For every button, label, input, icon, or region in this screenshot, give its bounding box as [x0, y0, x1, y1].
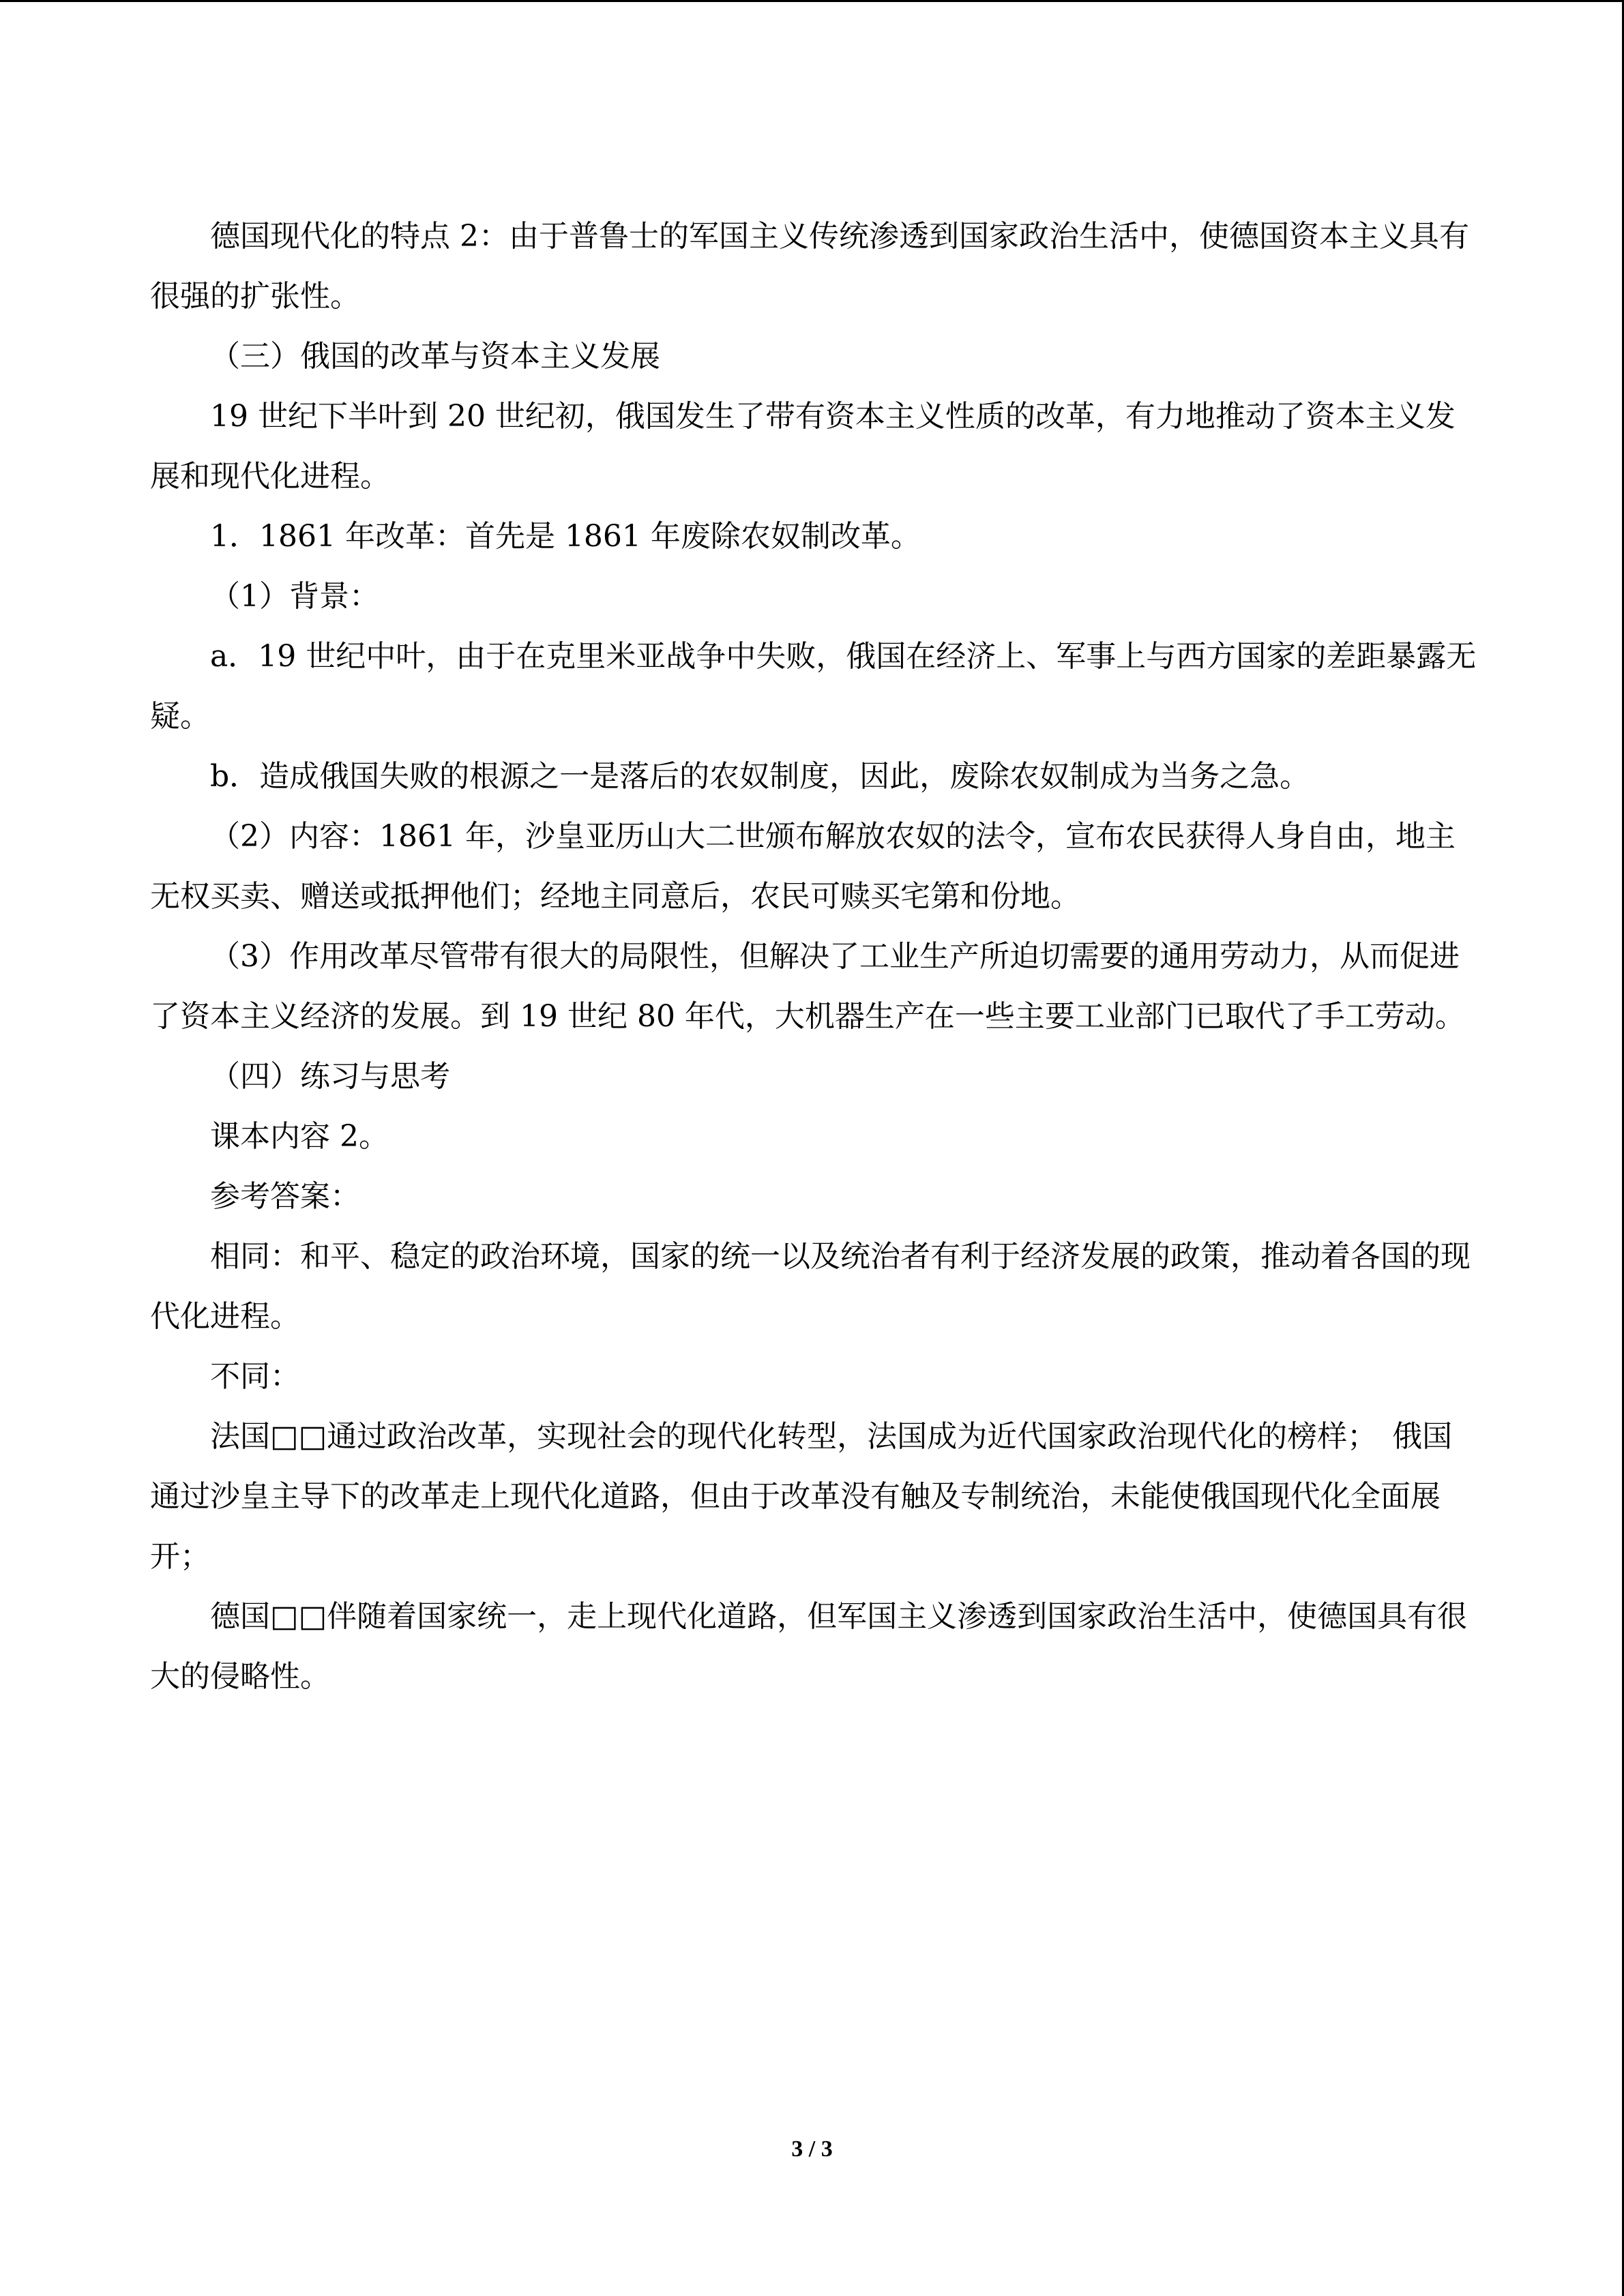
paragraph-germany: 德国□□伴随着国家统一，走上现代化道路，但军国主义渗透到国家政治生活中，使德国具有很大的侵略性。 — [150, 1599, 1468, 1694]
paragraph-reference-answer: 参考答案： — [210, 1179, 360, 1214]
paragraph-similarity: 相同：和平、稳定的政治环境，国家的统一以及统治者有利于经济发展的政策，推动着各国的现代化进程。 — [150, 1239, 1471, 1334]
heading-russia-reform: （三）俄国的改革与资本主义发展 — [210, 339, 660, 374]
paragraph-russia-intro: 19 世纪下半叶到 20 世纪初，俄国发生了带有资本主义性质的改革，有力地推动了资本主义发展和现代化进程。 — [150, 399, 1456, 494]
paragraph-difference-label: 不同： — [210, 1359, 300, 1394]
paragraph-germany-feature-2: 德国现代化的特点 2：由于普鲁士的军国主义传统渗透到国家政治生活中，使德国资本主义具有很强的扩张性。 — [150, 219, 1469, 314]
subheading-background: （1）背景： — [210, 579, 379, 614]
page-number: 3 / 3 — [791, 2136, 833, 2162]
paragraph-content: （2）内容：1861 年，沙皇亚历山大二世颁布解放农奴的法令，宣布农民获得人身自由，地主无权买卖、赠送或抵押他们；经地主同意后，农民可赎买宅第和份地。 — [150, 819, 1456, 914]
paragraph-background-a: a．19 世纪中叶，由于在克里米亚战争中失败，俄国在经济上、军事上与西方国家的差距暴露无疑。 — [150, 639, 1477, 734]
paragraph-textbook: 课本内容 2。 — [210, 1119, 389, 1154]
paragraph-france-russia: 法国□□通过政治改革，实现社会的现代化转型，法国成为近代国家政治现代化的榜样； 俄国通过沙皇主导下的改革走上现代化道路，但由于改革没有触及专制统治，未能使俄国现代化全面展开； — [150, 1419, 1453, 1574]
paragraph-background-b: b．造成俄国失败的根源之一是落后的农奴制度，因此，废除农奴制成为当务之急。 — [210, 759, 1310, 794]
heading-practice: （四）练习与思考 — [210, 1059, 450, 1094]
paragraph-effect: （3）作用改革尽管带有很大的局限性，但解决了工业生产所迫切需要的通用劳动力，从而促进了资本主义经济的发展。到 19 世纪 80 年代，大机器生产在一些主要工业部门已取代了手工劳动。 — [150, 939, 1465, 1034]
document-body — [150, 207, 1480, 1707]
paragraph-1861-reform: 1．1861 年改革：首先是 1861 年废除农奴制改革。 — [210, 519, 921, 554]
